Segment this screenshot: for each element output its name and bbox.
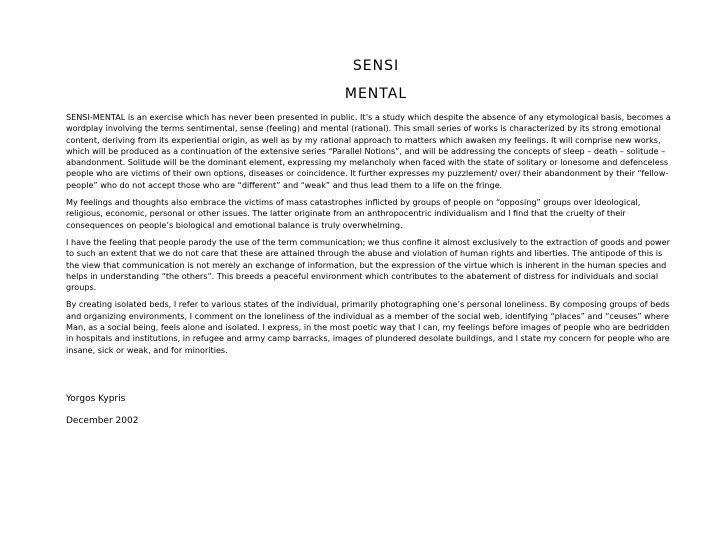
paragraph-2: My feelings and thoughts also embrace the victims of mass catastrophes inflicted by groups of people on “opposing” groups over ideological, religious, economic, personal or other issues. The latter originate from an anthropocentric individualism and I find that the cruelty of their consequences on people’s biological and emotional balance is truly overwhelming. xyxy=(66,197,641,230)
paragraph-4: By creating isolated beds, I refer to various states of the individual, primarily photographing one’s personal loneliness. By composing groups of beds and organizing environments, I comment on the loneliness of the individual as a member of the social web, identifying “places” and “ceuses” where Man, as a social being, feels alone and isolated. I express, in the most poetic way that I can, my feelings before images of people who are bedridden in hospitals and institutions, in refugee and army camp barracks, images of plundered desolate buildings, and I state my concern for people who are insane, sick or weak, and for minorities. xyxy=(66,299,670,355)
document-title xyxy=(66,52,674,108)
author-name: Yorgos Kypris xyxy=(66,393,126,404)
paragraph-1: SENSI-MENTAL is an exercise which has never been presented in public. It’s a study which despite the absence of any etymological basis, becomes a wordplay involving the terms sentimental, sense (feeling) and mental (rational). This small series of works is characterized by its strong emotional content, deriving from its experiential origin, as well as by my rational approach to matters which awaken my feelings. It will comprise new works, which will be produced as a continuation of the extensive series “Parallel Notions”, and will be addressing the concepts of sleep – death – solitude – abandonment. Solitude will be the dominant element, expressing my melancholy when faced with the state of solitary or lonesome and defenceless people who are victims of their own options, diseases or coincidence. It further expresses my puzzlement/ over/ their abandonment by their “fellow-people” who do not accept those who are “different” and “weak” and thus lead them to a life on the fringe. xyxy=(66,112,671,190)
document-page xyxy=(66,52,674,438)
title-line-2: MENTAL xyxy=(344,86,408,102)
title-line-1: SENSI xyxy=(352,58,400,74)
paragraph-3: I have the feeling that people parody the use of the term communication; we thus confine it almost exclusively to the extraction of goods and power to such an extent that we do not care that these are attained through the abuse and violation of human rights and liberties. The antipode of this is the view that communication is not merely an exchange of information, but the expression of the virtue which is inherent in the human species and helps in understanding “the others”. This breeds a peaceful environment which contributes to the abatement of distress for individuals and social groups. xyxy=(66,236,670,293)
document-body xyxy=(66,112,674,356)
document-date: December 2002 xyxy=(66,415,139,426)
signature-block xyxy=(66,394,674,427)
